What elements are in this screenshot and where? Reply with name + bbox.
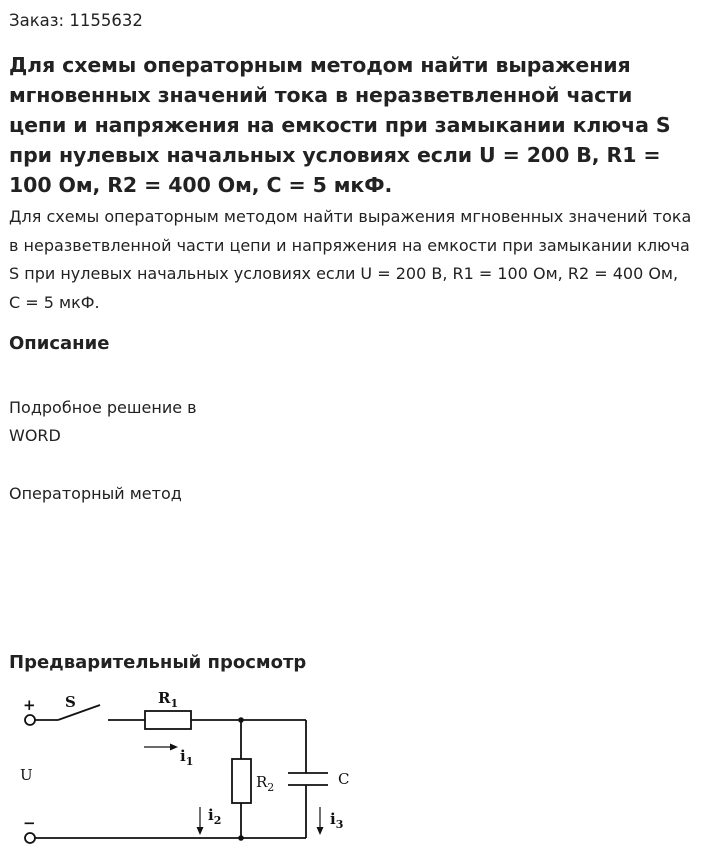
i1-arrow-head	[170, 744, 178, 751]
page-title: Для схемы операторным методом найти выражения мгновенных значений тока в неразветвленной части цепи и напряжения на емкости при замыкании ключа S при нулевых начальных условиях если U = 200 В, R1 = 100 Ом, R2 = 400 Ом, С = 5 мкФ.	[9, 53, 671, 197]
minus-label: −	[23, 814, 36, 832]
top-terminal	[25, 715, 35, 725]
description-heading: Описание	[9, 333, 110, 354]
resistor-r2	[232, 759, 251, 803]
r1-label: $R_1$	[158, 689, 179, 710]
junction-dot	[238, 717, 244, 723]
preview-heading: Предварительный просмотр	[9, 652, 307, 673]
r2-label: $R_2$	[256, 773, 275, 794]
i3-arrow-head	[317, 827, 324, 835]
bottom-terminal	[25, 833, 35, 843]
description-line-2: WORD	[9, 426, 61, 445]
i2-label: $i_2$	[208, 806, 222, 827]
i1-label: $i_1$	[180, 747, 194, 768]
description-line-1: Подробное решение в	[9, 398, 197, 417]
i3-label: $i_3$	[330, 810, 344, 831]
i2-arrow-head	[197, 827, 204, 835]
junction-dot	[238, 835, 244, 841]
switch-label: S	[65, 693, 76, 711]
order-number: Заказ: 1155632	[9, 11, 143, 30]
voltage-label: U	[20, 766, 33, 784]
plus-label: +	[23, 696, 36, 714]
circuit-diagram	[0, 683, 701, 861]
capacitor-label: C	[338, 770, 350, 788]
task-description: Для схемы операторным методом найти выражения мгновенных значений тока в неразветвленной части цепи и напряжения на емкости при замыкании ключа S при нулевых начальных условиях если U = 200 В, R1 = 100 Ом, R2 = 400 Ом, С = 5 мкФ.	[9, 207, 692, 312]
description-line-3: Операторный метод	[9, 484, 182, 503]
resistor-r1	[145, 711, 191, 729]
